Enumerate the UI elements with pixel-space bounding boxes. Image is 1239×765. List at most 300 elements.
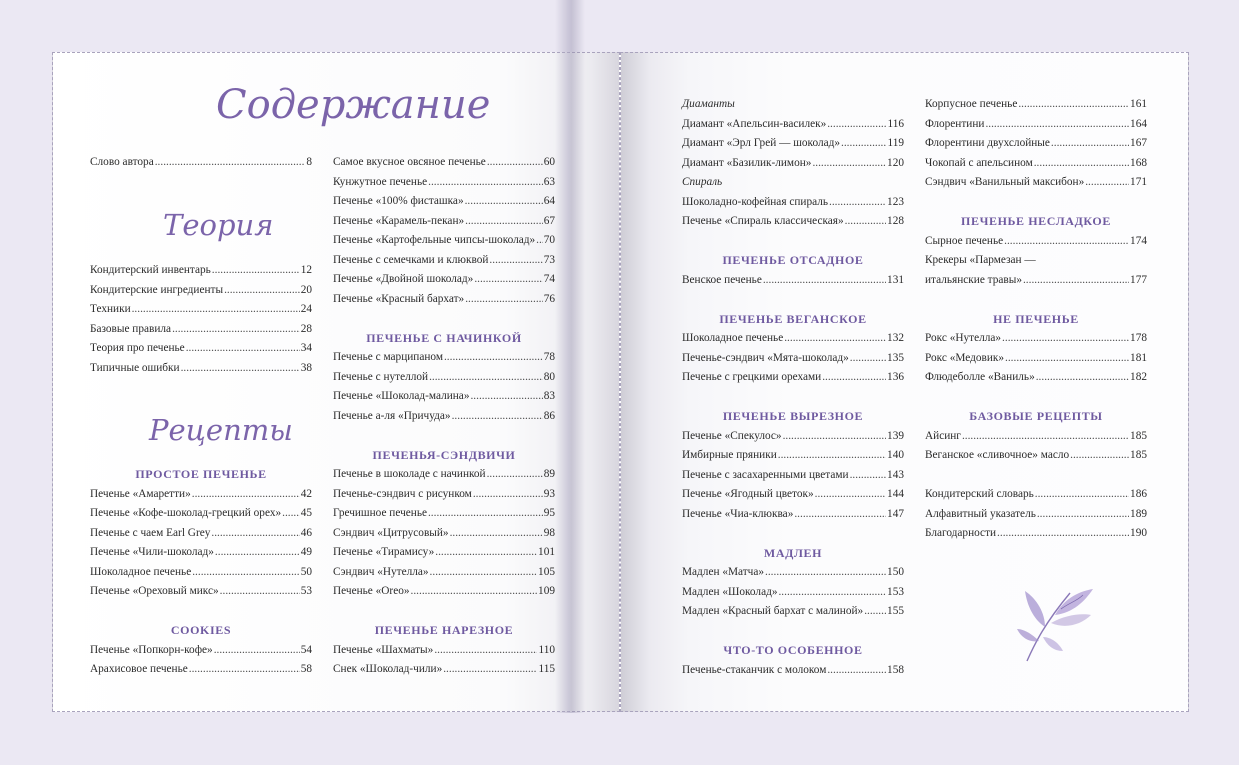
toc-leader-dots: [827, 115, 886, 135]
toc-entry-title: Кондитерский инвентарь: [90, 264, 211, 276]
toc-entry[interactable]: [925, 524, 1147, 544]
spacer: [925, 466, 1147, 486]
toc-entry[interactable]: [333, 387, 555, 407]
toc-entry-title: Печенье «Карамель-пекан»: [333, 214, 465, 227]
toc-entry[interactable]: [682, 212, 904, 232]
toc-entry-title: Шоколадное печенье: [682, 332, 784, 344]
toc-entry[interactable]: [925, 427, 1147, 447]
toc-page-number: 93: [543, 487, 555, 500]
toc-entry-title: Печенье-сэндвич с рисунком: [333, 487, 472, 500]
toc-entry-title: Печенье «Ягодный цветок»: [682, 488, 814, 500]
toc-entry[interactable]: [333, 173, 555, 193]
toc-page-number: 161: [1130, 98, 1147, 110]
toc-entry-title: Самое вкусное овсяное печенье: [333, 156, 486, 168]
toc-leader-dots: [864, 602, 886, 622]
book-gutter-shadow: [555, 0, 585, 713]
toc-leader-dots: [985, 115, 1129, 135]
toc-leader-dots: [452, 407, 543, 427]
toc-page-number: 98: [543, 526, 555, 539]
toc-leader-dots: [192, 563, 299, 583]
toc-entry-title: Печенье-сэндвич «Мята-шоколад»: [682, 351, 849, 364]
toc-entry-title: Печенье с засахаренными цветами: [682, 468, 849, 481]
toc-leader-dots: [1004, 232, 1129, 252]
toc-page-number: 105: [538, 565, 555, 578]
toc-leader-dots: [181, 359, 300, 379]
toc-entry[interactable]: [925, 349, 1147, 369]
section-heading: ПЕЧЕНЬЯ-СЭНДВИЧИ: [372, 447, 516, 462]
toc-page-number: 50: [300, 565, 312, 578]
spacer: [682, 622, 904, 642]
toc-entry[interactable]: [925, 173, 1147, 193]
toc-entry-title: Печенье-стаканчик с молоком: [682, 663, 827, 676]
toc-entry[interactable]: [90, 261, 312, 281]
toc-entry[interactable]: [925, 115, 1147, 135]
toc-entry[interactable]: [682, 271, 904, 291]
toc-leader-dots: [827, 661, 886, 681]
toc-entry-title: Печенье «Картофельные чипсы-шоколад»: [333, 234, 536, 246]
toc-entry-title: Флорентини: [925, 117, 985, 130]
toc-leader-dots: [997, 524, 1129, 544]
toc-entry-title: Гречишное печенье: [333, 507, 427, 519]
toc-entry[interactable]: [682, 154, 904, 174]
toc-page-number: 42: [300, 487, 312, 500]
section-heading: МАДЛЕН: [763, 545, 823, 560]
toc-entry-title: Шоколадное печенье: [90, 565, 192, 578]
toc-page-number: 178: [1130, 332, 1147, 344]
toc-column-2: [333, 153, 555, 680]
toc-entry-title: Шоколадно-кофейная спираль: [682, 195, 828, 208]
toc-page-number: 135: [887, 351, 904, 364]
toc-leader-dots: [186, 339, 300, 359]
section-heading: ПЕЧЕНЬЕ ВЕГАНСКОЕ: [719, 311, 867, 326]
toc-leader-dots: [850, 349, 886, 369]
toc-entry[interactable]: [925, 154, 1147, 174]
toc-entry[interactable]: [90, 320, 312, 340]
toc-leader-dots: [822, 368, 886, 388]
toc-entry-title: Печенье «Чиа-клюква»: [682, 507, 794, 520]
toc-leader-dots: [1018, 95, 1129, 115]
toc-entry-title: Кондитерский словарь: [925, 488, 1034, 500]
toc-leader-dots: [465, 290, 542, 310]
section-heading: ПЕЧЕНЬЕ С НАЧИНКОЙ: [366, 330, 522, 345]
toc-entry[interactable]: [925, 134, 1147, 154]
toc-leader-dots: [536, 231, 543, 251]
section-heading: ЧТО-ТО ОСОБЕННОЕ: [723, 643, 863, 657]
toc-entry[interactable]: [925, 505, 1147, 525]
toc-entry[interactable]: [333, 251, 555, 271]
toc-entry-title: Кондитерские ингредиенты: [90, 283, 224, 296]
toc-entry[interactable]: [90, 660, 312, 680]
toc-page-number: 144: [887, 488, 904, 500]
toc-entry-title: Благодарности: [925, 527, 997, 539]
toc-entry-title: Печенье а-ля «Причуда»: [333, 409, 451, 422]
toc-leader-dots: [794, 505, 886, 525]
toc-entry[interactable]: [682, 329, 904, 349]
toc-entry-title: Имбирные пряники: [682, 449, 777, 461]
toc-column-4: [925, 95, 1147, 544]
toc-entry-title: Печенье с чаем Earl Grey: [90, 526, 211, 539]
toc-leader-dots: [1051, 134, 1129, 154]
toc-entry[interactable]: [682, 602, 904, 622]
toc-leader-dots: [220, 582, 300, 602]
toc-leader-dots: [850, 466, 886, 486]
spacer: [333, 426, 555, 446]
toc-entry[interactable]: [333, 563, 555, 583]
toc-entry-title: Флюдеболле «Ваниль»: [925, 371, 1035, 383]
toc-page-number: 128: [887, 215, 904, 227]
toc-entry[interactable]: [90, 359, 312, 379]
toc-leader-dots: [1070, 446, 1129, 466]
toc-leader-dots: [473, 485, 543, 505]
section-heading: ПРОСТОЕ ПЕЧЕНЬЕ: [135, 467, 267, 481]
toc-page-number: 45: [300, 507, 312, 519]
toc-entry-title: Печенье «Кофе-шоколад-грецкий орех»: [90, 507, 282, 519]
toc-page-number: 74: [543, 273, 555, 285]
toc-entry[interactable]: [333, 270, 555, 290]
toc-leader-dots: [470, 387, 542, 407]
contents-heading: Содержание: [216, 82, 491, 128]
toc-page-number: 78: [543, 351, 555, 363]
toc-entry-title: Печенье «Спекулос»: [682, 429, 782, 442]
toc-entry[interactable]: [90, 281, 312, 301]
toc-page-number: 167: [1130, 137, 1147, 149]
toc-entry[interactable]: [333, 465, 555, 485]
toc-entry[interactable]: [925, 446, 1147, 466]
toc-page-number: 80: [543, 370, 555, 383]
toc-entry-title: Айсинг: [925, 429, 961, 442]
toc-entry-title: Печенье «Амаретти»: [90, 487, 191, 500]
section-heading: НЕ ПЕЧЕНЬЕ: [993, 311, 1079, 326]
toc-page-number: 110: [538, 643, 555, 656]
toc-entry-title: Печенье с семечками и клюквой: [333, 253, 489, 266]
toc-leader-dots: [212, 261, 300, 281]
toc-entry[interactable]: [333, 504, 555, 524]
toc-page-number: 186: [1130, 488, 1147, 500]
toc-entry-title: Печенье «Шоколад-малина»: [333, 390, 470, 402]
toc-page-number: 116: [887, 117, 904, 130]
toc-page-number: 139: [887, 429, 904, 442]
toc-page-number: 181: [1130, 351, 1147, 364]
toc-entry-title: Печенье с грецкими орехами: [682, 371, 822, 383]
spacer: [90, 602, 312, 622]
toc-page-number: 53: [300, 585, 312, 597]
toc-entry[interactable]: [333, 582, 555, 602]
toc-page-number: 95: [543, 507, 555, 519]
toc-leader-dots: [411, 582, 538, 602]
toc-entry[interactable]: [682, 134, 904, 154]
toc-leader-dots: [1023, 271, 1129, 291]
toc-page-number: 120: [887, 156, 904, 169]
toc-entry-title: Теория про печенье: [90, 342, 185, 354]
toc-leader-dots: [812, 154, 886, 174]
spacer: [925, 388, 1147, 408]
subsection-heading: Диаманты: [682, 98, 735, 110]
spacer: [682, 524, 904, 544]
toc-page-number: 83: [543, 390, 555, 402]
toc-entry-title: Базовые правила: [90, 322, 172, 335]
toc-entry-line: Крекеры «Пармезан —: [925, 254, 1036, 266]
toc-page-number: 143: [887, 468, 904, 481]
toc-leader-dots: [841, 134, 886, 154]
toc-entry-title: Алфавитный указатель: [925, 507, 1036, 520]
toc-leader-dots: [489, 251, 542, 271]
toc-entry[interactable]: [333, 368, 555, 388]
toc-entry[interactable]: [925, 485, 1147, 505]
toc-leader-dots: [215, 543, 300, 563]
toc-page-number: 101: [538, 546, 555, 558]
toc-page-number: 38: [300, 361, 312, 374]
toc-leader-dots: [474, 270, 542, 290]
toc-leader-dots: [282, 504, 300, 524]
toc-page-number: 20: [300, 283, 312, 296]
toc-page-number: 171: [1130, 176, 1147, 188]
toc-entry-title: Слово автора: [90, 156, 154, 168]
toc-entry[interactable]: [90, 339, 312, 359]
toc-page-number: 70: [543, 234, 555, 246]
toc-entry[interactable]: [90, 543, 312, 563]
toc-entry[interactable]: [90, 504, 312, 524]
section-heading: ПЕЧЕНЬЕ ОТСАДНОЕ: [722, 253, 864, 267]
toc-entry[interactable]: [333, 153, 555, 173]
toc-page-number: 34: [300, 342, 312, 354]
toc-entry-title: Чокопай с апельсином: [925, 156, 1033, 169]
toc-entry-title: Мадлен «Шоколад»: [682, 585, 778, 598]
toc-leader-dots: [1034, 154, 1129, 174]
toc-leader-dots: [444, 348, 543, 368]
toc-entry[interactable]: [682, 427, 904, 447]
toc-entry[interactable]: [925, 368, 1147, 388]
toc-entry-title: Венское печенье: [682, 273, 762, 286]
toc-leader-dots: [214, 641, 300, 661]
toc-entry[interactable]: [925, 95, 1147, 115]
toc-column-1-recipes: [90, 465, 312, 680]
toc-entry[interactable]: [90, 641, 312, 661]
toc-entry-title: Мадлен «Матча»: [682, 566, 765, 578]
section-heading: ПЕЧЕНЬЕ НЕСЛАДКОЕ: [961, 214, 1111, 228]
toc-leader-dots: [428, 173, 543, 193]
toc-entry-title: Печенье «Спираль классическая»: [682, 215, 844, 227]
toc-page-number: 147: [887, 507, 904, 520]
spacer: [682, 232, 904, 252]
toc-page-number: 24: [300, 303, 312, 315]
section-heading: БАЗОВЫЕ РЕЦЕПТЫ: [969, 409, 1103, 423]
toc-entry[interactable]: [333, 192, 555, 212]
toc-leader-dots: [778, 446, 886, 466]
toc-entry[interactable]: [682, 368, 904, 388]
toc-entry[interactable]: [682, 466, 904, 486]
toc-entry[interactable]: [682, 349, 904, 369]
toc-page-number: 185: [1130, 449, 1147, 461]
toc-entry-title: Печенье «Чили-шоколад»: [90, 546, 214, 558]
toc-page-number: 136: [887, 371, 904, 383]
toc-entry-title: Печенье с нутеллой: [333, 370, 429, 383]
toc-page-number: 190: [1130, 527, 1147, 539]
toc-entry[interactable]: [682, 563, 904, 583]
toc-leader-dots: [428, 504, 543, 524]
toc-entry-title: Типичные ошибки: [90, 361, 180, 374]
toc-entry-title: Печенье «100% фисташка»: [333, 195, 464, 207]
toc-leader-dots: [487, 153, 543, 173]
toc-entry-title: Сырное печенье: [925, 234, 1004, 247]
toc-leader-dots: [829, 193, 886, 213]
toc-page-number: 89: [543, 468, 555, 480]
section-heading: ПЕЧЕНЬЕ НАРЕЗНОЕ: [374, 623, 514, 637]
toc-leader-dots: [172, 320, 300, 340]
recipes-heading: Рецепты: [149, 413, 293, 447]
toc-entry[interactable]: [682, 485, 904, 505]
toc-leader-dots: [1037, 505, 1129, 525]
toc-page-number: 174: [1130, 234, 1147, 247]
toc-entry[interactable]: [333, 641, 555, 661]
toc-leader-dots: [465, 212, 543, 232]
toc-leader-dots: [487, 465, 543, 485]
toc-page-number: 54: [300, 643, 312, 656]
toc-leader-dots: [778, 583, 886, 603]
toc-page-number: 155: [887, 605, 904, 617]
toc-entry-title: Печенье «Красный бархат»: [333, 292, 465, 305]
toc-entry[interactable]: [682, 583, 904, 603]
toc-entry[interactable]: [682, 193, 904, 213]
toc-page-number: 86: [543, 409, 555, 422]
toc-leader-dots: [429, 368, 543, 388]
toc-entry-title: Арахисовое печенье: [90, 663, 188, 675]
toc-leader-dots: [784, 329, 886, 349]
toc-page-number: 67: [543, 214, 555, 227]
toc-page-number: 131: [887, 273, 904, 286]
toc-page-number: 76: [543, 292, 555, 305]
toc-entry-title: Печенье «Тирамису»: [333, 546, 435, 558]
toc-entry-title: Сэндвич «Цитрусовый»: [333, 526, 449, 539]
toc-entry[interactable]: [90, 563, 312, 583]
toc-entry[interactable]: [90, 524, 312, 544]
toc-entry[interactable]: [90, 153, 312, 173]
toc-entry[interactable]: [333, 660, 555, 680]
toc-leader-dots: [132, 300, 300, 320]
toc-column-1-intro: [90, 153, 312, 173]
section-heading: ПЕЧЕНЬЕ ВЫРЕЗНОЕ: [722, 409, 864, 423]
spacer: [925, 193, 1147, 213]
toc-leader-dots: [435, 543, 537, 563]
toc-entry[interactable]: [682, 446, 904, 466]
toc-leader-dots: [783, 427, 886, 447]
toc-page-number: 158: [887, 663, 904, 676]
toc-page-number: 109: [538, 585, 555, 597]
toc-page-number: 140: [887, 449, 904, 461]
toc-entry-title: Диамант «Эрл Грей — шоколад»: [682, 137, 841, 149]
toc-page-number: 8: [306, 156, 312, 168]
toc-entry[interactable]: [333, 485, 555, 505]
toc-page-number: 153: [887, 585, 904, 598]
toc-page-number: 185: [1130, 429, 1147, 442]
toc-leader-dots: [430, 563, 538, 583]
spacer: [333, 309, 555, 329]
toc-leader-dots: [434, 641, 537, 661]
toc-page-number: 64: [543, 195, 555, 207]
toc-entry-title: Сэндвич «Нутелла»: [333, 565, 429, 578]
toc-page-number: 63: [543, 175, 555, 188]
toc-page-number: 115: [538, 663, 555, 675]
toc-leader-dots: [450, 524, 543, 544]
toc-entry-title: Диамант «Базилик-лимон»: [682, 156, 812, 169]
toc-leader-dots: [189, 660, 300, 680]
toc-entry-title: Рокс «Медовик»: [925, 351, 1005, 364]
toc-leader-dots: [224, 281, 300, 301]
toc-leader-dots: [1085, 173, 1129, 193]
toc-leader-dots: [1035, 485, 1129, 505]
toc-entry[interactable]: [90, 300, 312, 320]
toc-entry-title: Печенье «Ореховый микс»: [90, 585, 219, 597]
toc-entry[interactable]: [333, 231, 555, 251]
toc-entry[interactable]: [925, 232, 1147, 252]
toc-leader-dots: [962, 427, 1129, 447]
toc-entry[interactable]: [682, 505, 904, 525]
toc-page-number: 177: [1130, 273, 1147, 286]
toc-leader-dots: [155, 153, 306, 173]
toc-entry[interactable]: [333, 524, 555, 544]
toc-entry[interactable]: [90, 485, 312, 505]
toc-page-number: 73: [543, 253, 555, 266]
toc-entry-title: Кунжутное печенье: [333, 175, 428, 188]
leaf-sprig-icon: [1015, 583, 1095, 663]
subsection-heading: Спираль: [682, 176, 723, 188]
toc-entry-title: Снек «Шоколад-чили»: [333, 663, 443, 675]
spacer: [682, 290, 904, 310]
toc-page-number: 46: [300, 526, 312, 539]
toc-page-number: 168: [1130, 156, 1147, 169]
toc-entry-title: Печенье «Oreo»: [333, 585, 410, 597]
toc-page-number: 150: [887, 566, 904, 578]
toc-entry-title: Мадлен «Красный бархат с малиной»: [682, 605, 864, 617]
toc-page-number: 182: [1130, 371, 1147, 383]
toc-entry[interactable]: [925, 271, 1147, 291]
toc-entry-title: итальянские травы»: [925, 273, 1022, 286]
toc-entry-title: Печенье «Шахматы»: [333, 643, 434, 656]
toc-entry[interactable]: [333, 407, 555, 427]
toc-leader-dots: [763, 271, 886, 291]
toc-entry[interactable]: [90, 582, 312, 602]
toc-leader-dots: [211, 524, 299, 544]
toc-entry[interactable]: [333, 290, 555, 310]
toc-page-number: 123: [887, 195, 904, 208]
toc-entry-title: Техники: [90, 303, 131, 315]
toc-page-number: 28: [300, 322, 312, 335]
toc-entry-title: Печенье с марципаном: [333, 351, 443, 363]
toc-page-number: 189: [1130, 507, 1147, 520]
toc-entry[interactable]: [333, 348, 555, 368]
toc-entry[interactable]: [925, 329, 1147, 349]
toc-entry-title: Флорентини двухслойные: [925, 137, 1050, 149]
toc-leader-dots: [443, 660, 537, 680]
toc-entry[interactable]: [682, 661, 904, 681]
toc-page-number: 132: [887, 332, 904, 344]
spacer: [682, 388, 904, 408]
toc-leader-dots: [765, 563, 886, 583]
toc-leader-dots: [1005, 349, 1129, 369]
toc-entry[interactable]: [333, 543, 555, 563]
section-heading: COOKIES: [170, 623, 232, 637]
toc-entry[interactable]: [333, 212, 555, 232]
toc-entry-title: Веганское «сливочное» масло: [925, 449, 1070, 461]
toc-leader-dots: [1036, 368, 1129, 388]
toc-leader-dots: [1002, 329, 1129, 349]
toc-page-number: 49: [300, 546, 312, 558]
toc-entry-title: Печенье «Двойной шоколад»: [333, 273, 474, 285]
toc-entry-title: Корпусное печенье: [925, 98, 1018, 110]
toc-entry-title: Рокс «Нутелла»: [925, 332, 1002, 344]
theory-heading: Теория: [163, 208, 274, 242]
toc-entry[interactable]: [682, 115, 904, 135]
toc-entry-title: Сэндвич «Ванильный максибон»: [925, 176, 1085, 188]
